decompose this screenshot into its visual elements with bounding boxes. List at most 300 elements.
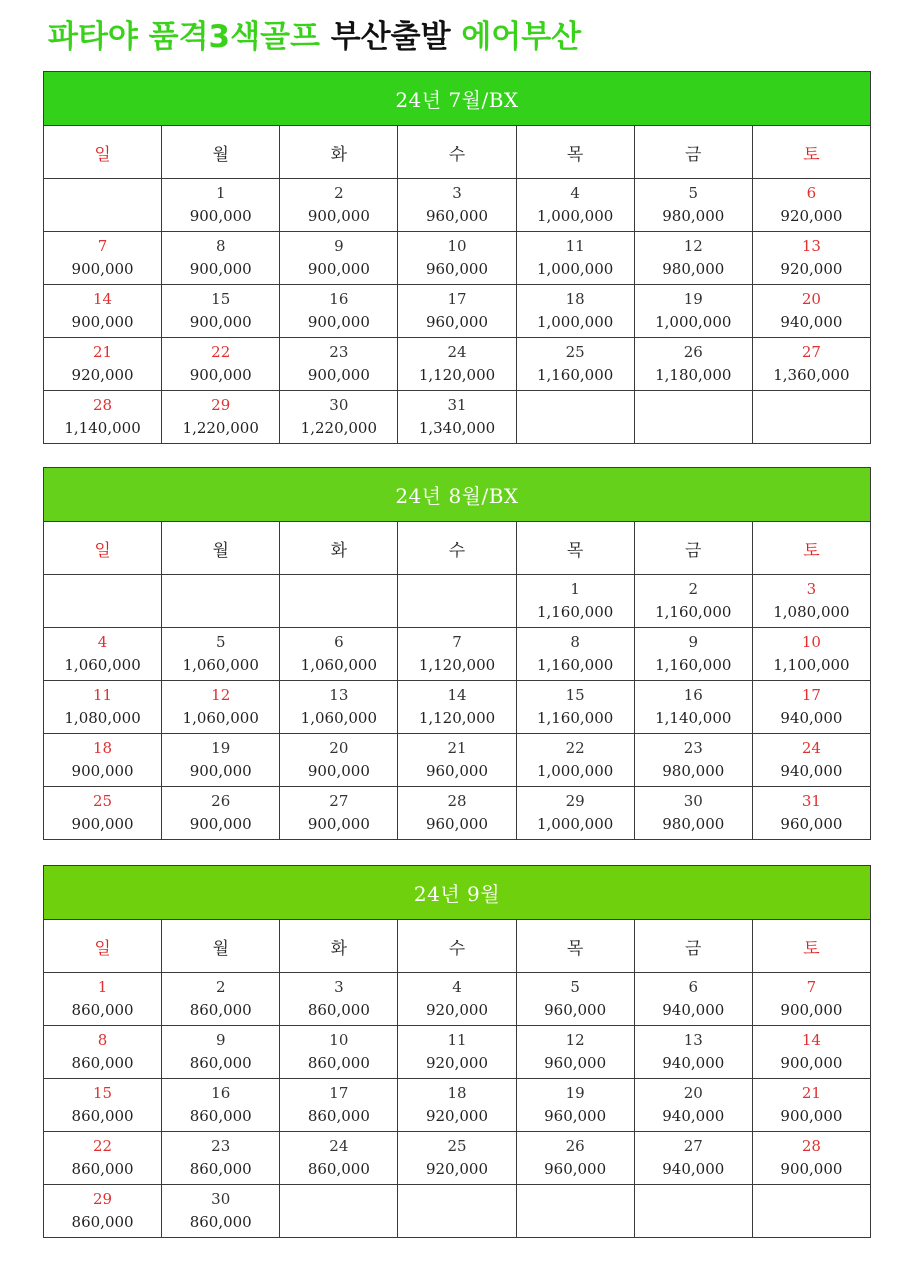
date-price: 980,000 <box>662 260 725 278</box>
date-price: 900,000 <box>71 260 134 278</box>
date-cell <box>162 232 280 285</box>
date-cell <box>516 1026 634 1079</box>
date-cell <box>752 1026 870 1079</box>
date-price: 900,000 <box>307 207 370 225</box>
date-number: 1 <box>215 184 226 202</box>
title-departure: 부산출발 <box>330 19 451 55</box>
date-number: 8 <box>215 237 226 255</box>
date-price: 860,000 <box>307 1054 370 1072</box>
date-number: 8 <box>570 633 580 651</box>
date-cell <box>44 787 162 840</box>
date-cell <box>44 338 162 391</box>
weekday-header: 월 <box>162 920 280 973</box>
date-cell <box>280 734 398 787</box>
date-number: 21 <box>447 739 467 757</box>
date-cell <box>162 1026 280 1079</box>
calendar-august <box>43 467 871 840</box>
date-price: 1,160,000 <box>536 603 614 621</box>
date-price: 900,000 <box>189 313 252 331</box>
date-number: 17 <box>801 686 821 704</box>
date-number: 27 <box>329 792 349 810</box>
date-cell <box>634 1132 752 1185</box>
month-header: 24년 7월/BX <box>44 72 871 126</box>
date-cell <box>280 787 398 840</box>
date-price: 860,000 <box>71 1160 134 1178</box>
date-cell <box>280 628 398 681</box>
date-cell <box>634 1185 752 1238</box>
date-number: 9 <box>215 1031 226 1049</box>
date-cell <box>44 1185 162 1238</box>
date-number: 6 <box>688 978 699 996</box>
date-number: 23 <box>683 739 703 757</box>
date-price: 1,360,000 <box>773 366 850 384</box>
date-number: 15 <box>93 1084 113 1102</box>
date-price: 900,000 <box>189 762 252 780</box>
date-cell <box>162 1079 280 1132</box>
date-number: 21 <box>93 343 113 361</box>
date-number: 5 <box>688 184 699 202</box>
date-number: 11 <box>447 1031 467 1049</box>
date-cell <box>634 1026 752 1079</box>
date-cell <box>634 232 752 285</box>
date-number: 26 <box>211 792 231 810</box>
date-number: 13 <box>801 237 821 255</box>
date-cell <box>398 734 516 787</box>
date-number: 7 <box>97 237 108 255</box>
date-cell <box>634 179 752 232</box>
date-cell <box>634 681 752 734</box>
date-number: 4 <box>97 633 108 651</box>
week-row <box>44 285 871 338</box>
date-number: 30 <box>329 396 349 414</box>
date-cell <box>398 179 516 232</box>
date-cell <box>398 391 516 444</box>
calendar-july <box>43 71 871 444</box>
date-price: 900,000 <box>189 366 252 384</box>
date-number: 28 <box>801 1137 821 1155</box>
date-price: 1,080,000 <box>64 709 141 727</box>
date-price: 1,120,000 <box>418 709 496 727</box>
date-price: 1,120,000 <box>418 656 496 674</box>
date-price: 1,060,000 <box>300 656 378 674</box>
week-row <box>44 338 871 391</box>
date-cell <box>398 1026 516 1079</box>
date-number: 2 <box>334 184 344 202</box>
date-number: 4 <box>570 184 580 202</box>
date-cell <box>398 973 516 1026</box>
date-cell <box>44 232 162 285</box>
title-airline: 에어부산 <box>461 19 582 55</box>
date-cell <box>516 628 634 681</box>
date-price: 940,000 <box>662 1107 725 1125</box>
date-cell <box>398 285 516 338</box>
date-price: 860,000 <box>189 1001 252 1019</box>
date-cell <box>516 681 634 734</box>
date-price: 960,000 <box>425 260 488 278</box>
date-price: 860,000 <box>71 1213 134 1231</box>
date-number: 27 <box>683 1137 703 1155</box>
date-number: 10 <box>801 633 821 651</box>
date-price: 1,140,000 <box>64 419 141 437</box>
date-number: 16 <box>211 1084 231 1102</box>
date-cell <box>752 628 870 681</box>
date-cell <box>280 681 398 734</box>
date-price: 1,340,000 <box>418 419 496 437</box>
date-cell <box>162 285 280 338</box>
date-cell <box>398 1132 516 1185</box>
date-price: 860,000 <box>307 1001 370 1019</box>
date-price: 920,000 <box>425 1160 488 1178</box>
calendar-september <box>43 865 871 1238</box>
weekday-header: 월 <box>162 126 280 179</box>
date-price: 900,000 <box>71 762 134 780</box>
date-price: 1,100,000 <box>773 656 850 674</box>
date-cell <box>752 179 870 232</box>
date-number: 17 <box>329 1084 349 1102</box>
date-number: 9 <box>688 633 699 651</box>
date-cell <box>752 575 870 628</box>
weekday-header: 일 <box>44 522 162 575</box>
date-price: 960,000 <box>544 1107 607 1125</box>
date-price: 900,000 <box>780 1001 843 1019</box>
date-cell <box>752 285 870 338</box>
date-cell <box>516 734 634 787</box>
date-number: 22 <box>93 1137 113 1155</box>
week-row <box>44 787 871 840</box>
date-price: 920,000 <box>71 366 134 384</box>
week-row <box>44 734 871 787</box>
date-price: 1,220,000 <box>182 419 259 437</box>
date-cell <box>398 1079 516 1132</box>
date-cell <box>280 1079 398 1132</box>
date-cell <box>516 575 634 628</box>
date-cell <box>398 1185 516 1238</box>
date-price: 1,000,000 <box>536 313 614 331</box>
date-number: 26 <box>683 343 703 361</box>
date-number: 30 <box>211 1190 231 1208</box>
date-price: 1,160,000 <box>536 656 614 674</box>
date-number: 29 <box>211 396 231 414</box>
date-price: 1,160,000 <box>655 656 732 674</box>
date-number: 20 <box>801 290 821 308</box>
date-number: 2 <box>215 978 226 996</box>
date-price: 1,000,000 <box>536 207 614 225</box>
date-number: 31 <box>447 396 467 414</box>
date-price: 900,000 <box>780 1160 843 1178</box>
date-cell <box>162 734 280 787</box>
week-row <box>44 973 871 1026</box>
date-cell <box>280 232 398 285</box>
date-price: 900,000 <box>189 207 252 225</box>
week-row <box>44 681 871 734</box>
date-price: 1,060,000 <box>300 709 378 727</box>
date-cell <box>398 681 516 734</box>
week-row <box>44 1185 871 1238</box>
date-price: 940,000 <box>780 709 843 727</box>
weekday-header: 일 <box>44 126 162 179</box>
date-number: 12 <box>211 686 231 704</box>
date-cell <box>44 575 162 628</box>
date-number: 5 <box>215 633 226 651</box>
week-row <box>44 1132 871 1185</box>
date-price: 960,000 <box>780 815 843 833</box>
date-number: 1 <box>97 978 108 996</box>
date-number: 7 <box>452 633 462 651</box>
date-number: 3 <box>452 184 462 202</box>
date-price: 1,000,000 <box>536 815 614 833</box>
date-cell <box>162 1132 280 1185</box>
date-cell <box>516 787 634 840</box>
date-number: 14 <box>801 1031 821 1049</box>
date-cell <box>162 1185 280 1238</box>
date-cell <box>634 285 752 338</box>
date-cell <box>516 1185 634 1238</box>
date-price: 960,000 <box>544 1160 607 1178</box>
date-number: 13 <box>329 686 349 704</box>
date-number: 22 <box>211 343 231 361</box>
date-price: 920,000 <box>425 1054 488 1072</box>
date-number: 3 <box>806 580 817 598</box>
weekday-header: 토 <box>752 126 870 179</box>
date-number: 25 <box>565 343 585 361</box>
date-number: 3 <box>334 978 344 996</box>
month-header: 24년 9월 <box>44 866 871 920</box>
weekday-header: 금 <box>634 920 752 973</box>
weekday-header: 일 <box>44 920 162 973</box>
week-row <box>44 1079 871 1132</box>
date-number: 24 <box>329 1137 349 1155</box>
date-number: 17 <box>447 290 467 308</box>
date-cell <box>516 391 634 444</box>
date-number: 15 <box>565 686 585 704</box>
date-number: 4 <box>452 978 462 996</box>
date-price: 1,120,000 <box>418 366 496 384</box>
date-number: 10 <box>329 1031 349 1049</box>
date-number: 20 <box>329 739 349 757</box>
date-number: 6 <box>806 184 817 202</box>
weekday-header: 수 <box>398 126 516 179</box>
date-number: 24 <box>447 343 467 361</box>
date-number: 11 <box>565 237 585 255</box>
date-cell <box>44 1132 162 1185</box>
date-number: 8 <box>97 1031 108 1049</box>
date-cell <box>162 681 280 734</box>
date-number: 19 <box>565 1084 585 1102</box>
date-number: 2 <box>688 580 699 598</box>
date-price: 960,000 <box>544 1054 607 1072</box>
date-cell <box>634 391 752 444</box>
date-number: 16 <box>683 686 703 704</box>
date-number: 25 <box>93 792 113 810</box>
date-cell <box>634 734 752 787</box>
date-number: 1 <box>570 580 580 598</box>
date-cell <box>162 179 280 232</box>
date-price: 900,000 <box>307 815 370 833</box>
date-price: 900,000 <box>189 260 252 278</box>
date-cell <box>752 973 870 1026</box>
date-price: 860,000 <box>71 1054 134 1072</box>
date-number: 28 <box>93 396 113 414</box>
date-cell <box>752 391 870 444</box>
date-price: 1,160,000 <box>536 709 614 727</box>
date-number: 10 <box>447 237 467 255</box>
date-cell <box>162 575 280 628</box>
date-number: 7 <box>806 978 817 996</box>
title-product: 파타야 품격3색골프 <box>48 19 320 55</box>
date-number: 29 <box>93 1190 113 1208</box>
date-number: 28 <box>447 792 467 810</box>
weekday-header: 토 <box>752 522 870 575</box>
date-price: 920,000 <box>425 1001 488 1019</box>
date-price: 960,000 <box>425 313 488 331</box>
date-cell <box>280 575 398 628</box>
week-row <box>44 232 871 285</box>
date-price: 1,060,000 <box>182 709 259 727</box>
date-cell <box>634 338 752 391</box>
date-price: 920,000 <box>780 260 843 278</box>
date-number: 9 <box>334 237 344 255</box>
date-price: 860,000 <box>189 1107 252 1125</box>
date-price: 860,000 <box>307 1160 370 1178</box>
date-cell <box>44 1079 162 1132</box>
date-cell <box>398 232 516 285</box>
date-cell <box>162 973 280 1026</box>
date-price: 920,000 <box>780 207 843 225</box>
date-number: 15 <box>211 290 231 308</box>
date-price: 900,000 <box>189 815 252 833</box>
week-row <box>44 575 871 628</box>
date-cell <box>752 681 870 734</box>
date-cell <box>44 1026 162 1079</box>
weekday-header: 목 <box>516 920 634 973</box>
date-cell <box>752 1132 870 1185</box>
date-cell <box>516 232 634 285</box>
date-cell <box>398 338 516 391</box>
date-number: 23 <box>329 343 349 361</box>
date-price: 900,000 <box>307 762 370 780</box>
weekday-header: 금 <box>634 126 752 179</box>
date-price: 940,000 <box>662 1160 725 1178</box>
date-number: 23 <box>211 1137 231 1155</box>
date-price: 940,000 <box>780 762 843 780</box>
date-number: 21 <box>801 1084 821 1102</box>
date-price: 960,000 <box>425 207 488 225</box>
date-cell <box>162 338 280 391</box>
date-cell <box>634 628 752 681</box>
date-cell <box>516 1132 634 1185</box>
date-cell <box>516 179 634 232</box>
date-price: 860,000 <box>71 1001 134 1019</box>
date-number: 19 <box>211 739 231 757</box>
date-cell <box>280 973 398 1026</box>
date-price: 860,000 <box>189 1054 252 1072</box>
date-price: 980,000 <box>662 207 725 225</box>
date-cell <box>44 973 162 1026</box>
date-price: 920,000 <box>425 1107 488 1125</box>
date-cell <box>280 1185 398 1238</box>
date-cell <box>44 285 162 338</box>
date-cell <box>398 787 516 840</box>
date-number: 14 <box>93 290 113 308</box>
page-title <box>48 14 581 60</box>
date-price: 900,000 <box>307 260 370 278</box>
date-cell <box>752 338 870 391</box>
week-row <box>44 628 871 681</box>
date-cell <box>44 628 162 681</box>
date-price: 960,000 <box>425 815 488 833</box>
date-price: 980,000 <box>662 762 725 780</box>
week-row <box>44 179 871 232</box>
date-price: 1,000,000 <box>536 260 614 278</box>
date-cell <box>44 391 162 444</box>
date-cell <box>634 1079 752 1132</box>
date-cell <box>634 575 752 628</box>
date-price: 1,140,000 <box>655 709 732 727</box>
weekday-header: 월 <box>162 522 280 575</box>
date-cell <box>280 1132 398 1185</box>
date-price: 1,180,000 <box>655 366 732 384</box>
date-price: 860,000 <box>189 1213 252 1231</box>
date-cell <box>752 1185 870 1238</box>
date-cell <box>162 391 280 444</box>
date-price: 940,000 <box>780 313 843 331</box>
date-price: 940,000 <box>662 1001 725 1019</box>
date-cell <box>44 734 162 787</box>
weekday-header: 화 <box>280 522 398 575</box>
date-cell <box>516 1079 634 1132</box>
weekday-header: 목 <box>516 522 634 575</box>
date-number: 11 <box>93 686 113 704</box>
date-number: 5 <box>570 978 580 996</box>
date-cell <box>398 575 516 628</box>
date-cell <box>280 338 398 391</box>
date-price: 960,000 <box>544 1001 607 1019</box>
date-number: 6 <box>334 633 344 651</box>
date-price: 1,220,000 <box>300 419 378 437</box>
date-number: 12 <box>565 1031 585 1049</box>
date-number: 30 <box>683 792 703 810</box>
date-number: 13 <box>683 1031 703 1049</box>
date-cell <box>280 285 398 338</box>
date-price: 900,000 <box>307 366 370 384</box>
weekday-header: 금 <box>634 522 752 575</box>
date-number: 29 <box>565 792 585 810</box>
date-number: 18 <box>93 739 113 757</box>
date-cell <box>44 179 162 232</box>
date-price: 900,000 <box>307 313 370 331</box>
date-cell <box>516 973 634 1026</box>
date-price: 900,000 <box>71 313 134 331</box>
date-number: 31 <box>801 792 821 810</box>
date-number: 26 <box>565 1137 585 1155</box>
date-price: 960,000 <box>425 762 488 780</box>
date-cell <box>752 787 870 840</box>
date-cell <box>398 628 516 681</box>
date-number: 18 <box>565 290 585 308</box>
weekday-header: 화 <box>280 126 398 179</box>
date-price: 1,160,000 <box>536 366 614 384</box>
date-price: 940,000 <box>662 1054 725 1072</box>
date-price: 1,000,000 <box>655 313 732 331</box>
month-header: 24년 8월/BX <box>44 468 871 522</box>
date-number: 20 <box>683 1084 703 1102</box>
date-cell <box>634 973 752 1026</box>
weekday-header: 토 <box>752 920 870 973</box>
date-cell <box>280 179 398 232</box>
week-row <box>44 1026 871 1079</box>
date-price: 1,000,000 <box>536 762 614 780</box>
date-cell <box>752 232 870 285</box>
